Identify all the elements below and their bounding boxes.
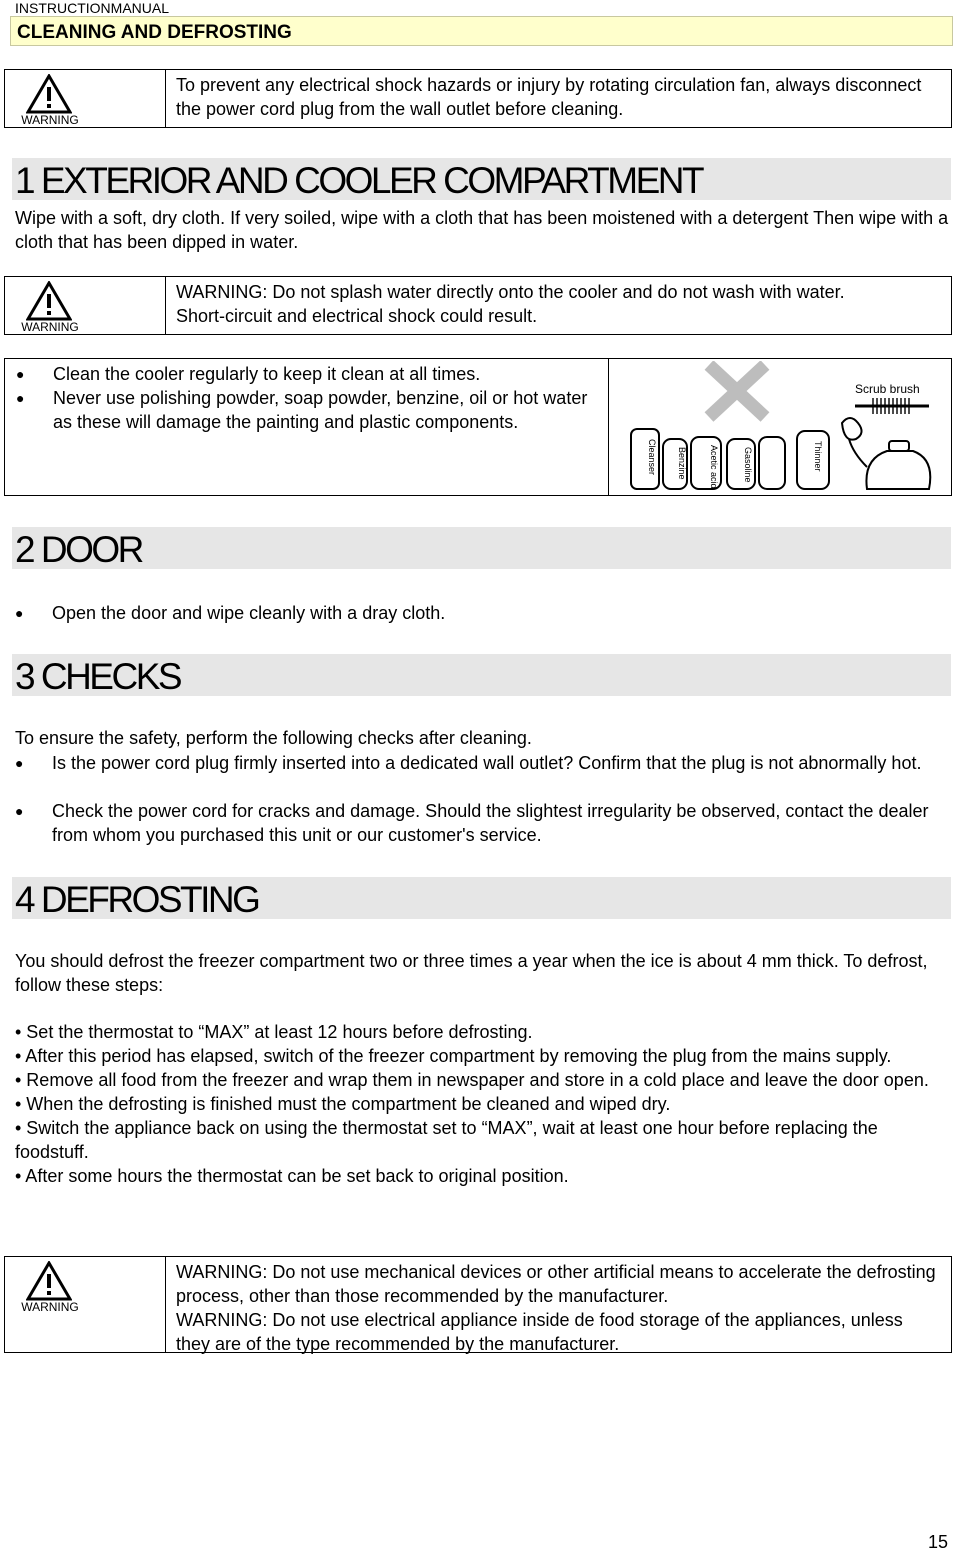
bullet-dot: ● [15, 803, 24, 819]
section-heading-bar [12, 158, 951, 200]
warning-triangle-icon [26, 74, 72, 114]
warning-line: Short-circuit and electrical shock could result. [176, 306, 538, 326]
page-title-bar [10, 16, 953, 46]
defrost-step: • After some hours the thermostat can be set back to original position. [15, 1166, 569, 1186]
section-heading-bar [12, 527, 951, 569]
warning-triangle-icon [26, 281, 72, 321]
list-item-text: Open the door and wipe cleanly with a dray cloth. [52, 603, 446, 623]
illus-label-scrub: Scrub brush [855, 382, 920, 396]
defrost-steps [15, 1020, 940, 1188]
warning-triangle-icon [26, 1261, 72, 1301]
warning-line: WARNING: Do not use electrical appliance inside de food storage of the appliances, unless they are of the type recommended by the manufacturer. [176, 1310, 903, 1354]
warning-line: WARNING: Do not use mechanical devices or other artificial means to accelerate the defrosting process, other than those recommended by the manufacturer. [176, 1262, 936, 1306]
cleaning-agents-illustration [617, 361, 949, 493]
list-item [1, 386, 591, 466]
section-heading: 3 CHECKS [15, 656, 181, 697]
warning-label: WARNING [21, 113, 79, 127]
warning-text [176, 1260, 941, 1356]
manual-label: INSTRUCTIONMANUAL [15, 0, 170, 16]
bottles-icon [631, 429, 829, 489]
warning-icon-cell [5, 70, 166, 127]
warning-label: WARNING [21, 320, 79, 334]
warning-text [176, 280, 941, 328]
section-paragraph: Wipe with a soft, dry cloth. If very soiled, wipe with a cloth that has been moistened with a detergent Then wipe with a cloth that has been dipped in water. [15, 208, 949, 252]
page-number: 15 [927, 1532, 948, 1552]
section-heading: 2 DOOR [15, 529, 142, 570]
warning-box-top [4, 69, 952, 128]
illus-label-thinner: Thinner [813, 441, 823, 472]
scrub-brush-icon [855, 398, 929, 414]
section-heading-bar [12, 654, 951, 696]
defrost-step: • Set the thermostat to “MAX” at least 12 hours before defrosting. [15, 1022, 533, 1042]
warning-icon-cell [5, 1257, 166, 1352]
illus-label-acetic: Acetic acid [709, 445, 719, 489]
section-heading: 1 EXTERIOR AND COOLER COMPARTMENT [15, 160, 703, 201]
page-title: CLEANING AND DEFROSTING [17, 22, 292, 43]
bullet-dot: ● [15, 755, 24, 771]
bullet-dot: ● [16, 390, 25, 406]
illus-label-gasoline: Gasoline [743, 447, 753, 483]
list-item-text: Check the power cord for cracks and damage. Should the slightest irregularity be observed, contact the dealer from whom you purchased this unit or our customer's service. [52, 801, 929, 845]
kettle-icon [842, 418, 930, 489]
defrost-step: • Switch the appliance back on using the thermostat set to “MAX”, wait at least one hour before replacing the foodstuff. [15, 1118, 878, 1162]
illus-label-cleanser: Cleanser [647, 439, 657, 476]
illus-label-benzine: Benzine [677, 447, 687, 480]
defrost-step: • When the defrosting is finished must the compartment be cleaned and wiped dry. [15, 1094, 671, 1114]
warning-box-bottom [4, 1256, 952, 1353]
warning-icon-cell [5, 277, 166, 334]
warning-line: WARNING: Do not splash water directly onto the cooler and do not wash with water. [176, 282, 845, 302]
prohibited-x-icon [709, 365, 765, 417]
bullet-dot: ● [15, 605, 24, 621]
list-item-text: Never use polishing powder, soap powder, benzine, oil or hot water as these will damage the painting and plastic components. [53, 388, 588, 432]
warning-label: WARNING [21, 1300, 79, 1314]
defrost-step: • Remove all food from the freezer and wrap them in newspaper and store in a cold place and leave the door open. [15, 1070, 929, 1090]
bullet-dot: ● [16, 366, 25, 382]
cleaning-box [4, 358, 952, 496]
cleaning-box-divider [608, 359, 609, 495]
section-heading: 4 DEFROSTING [15, 879, 259, 920]
list-item-text: Clean the cooler regularly to keep it clean at all times. [53, 364, 481, 384]
list-item-text: Is the power cord plug firmly inserted into a dedicated wall outlet? Confirm that the plug is not abnormally hot. [52, 753, 922, 773]
warning-text: To prevent any electrical shock hazards or injury by rotating circulation fan, always disconnect the power cord plug from the wall outlet before cleaning. [176, 75, 922, 119]
section-paragraph: You should defrost the freezer compartment two or three times a year when the ice is about 4 mm thick. To defrost, follow these steps: [15, 951, 928, 995]
warning-box-splash [4, 276, 952, 335]
section-paragraph: To ensure the safety, perform the following checks after cleaning. [15, 728, 532, 748]
defrost-step: • After this period has elapsed, switch of the freezer compartment by removing the plug from the mains supply. [15, 1046, 892, 1066]
section-heading-bar [12, 877, 951, 919]
